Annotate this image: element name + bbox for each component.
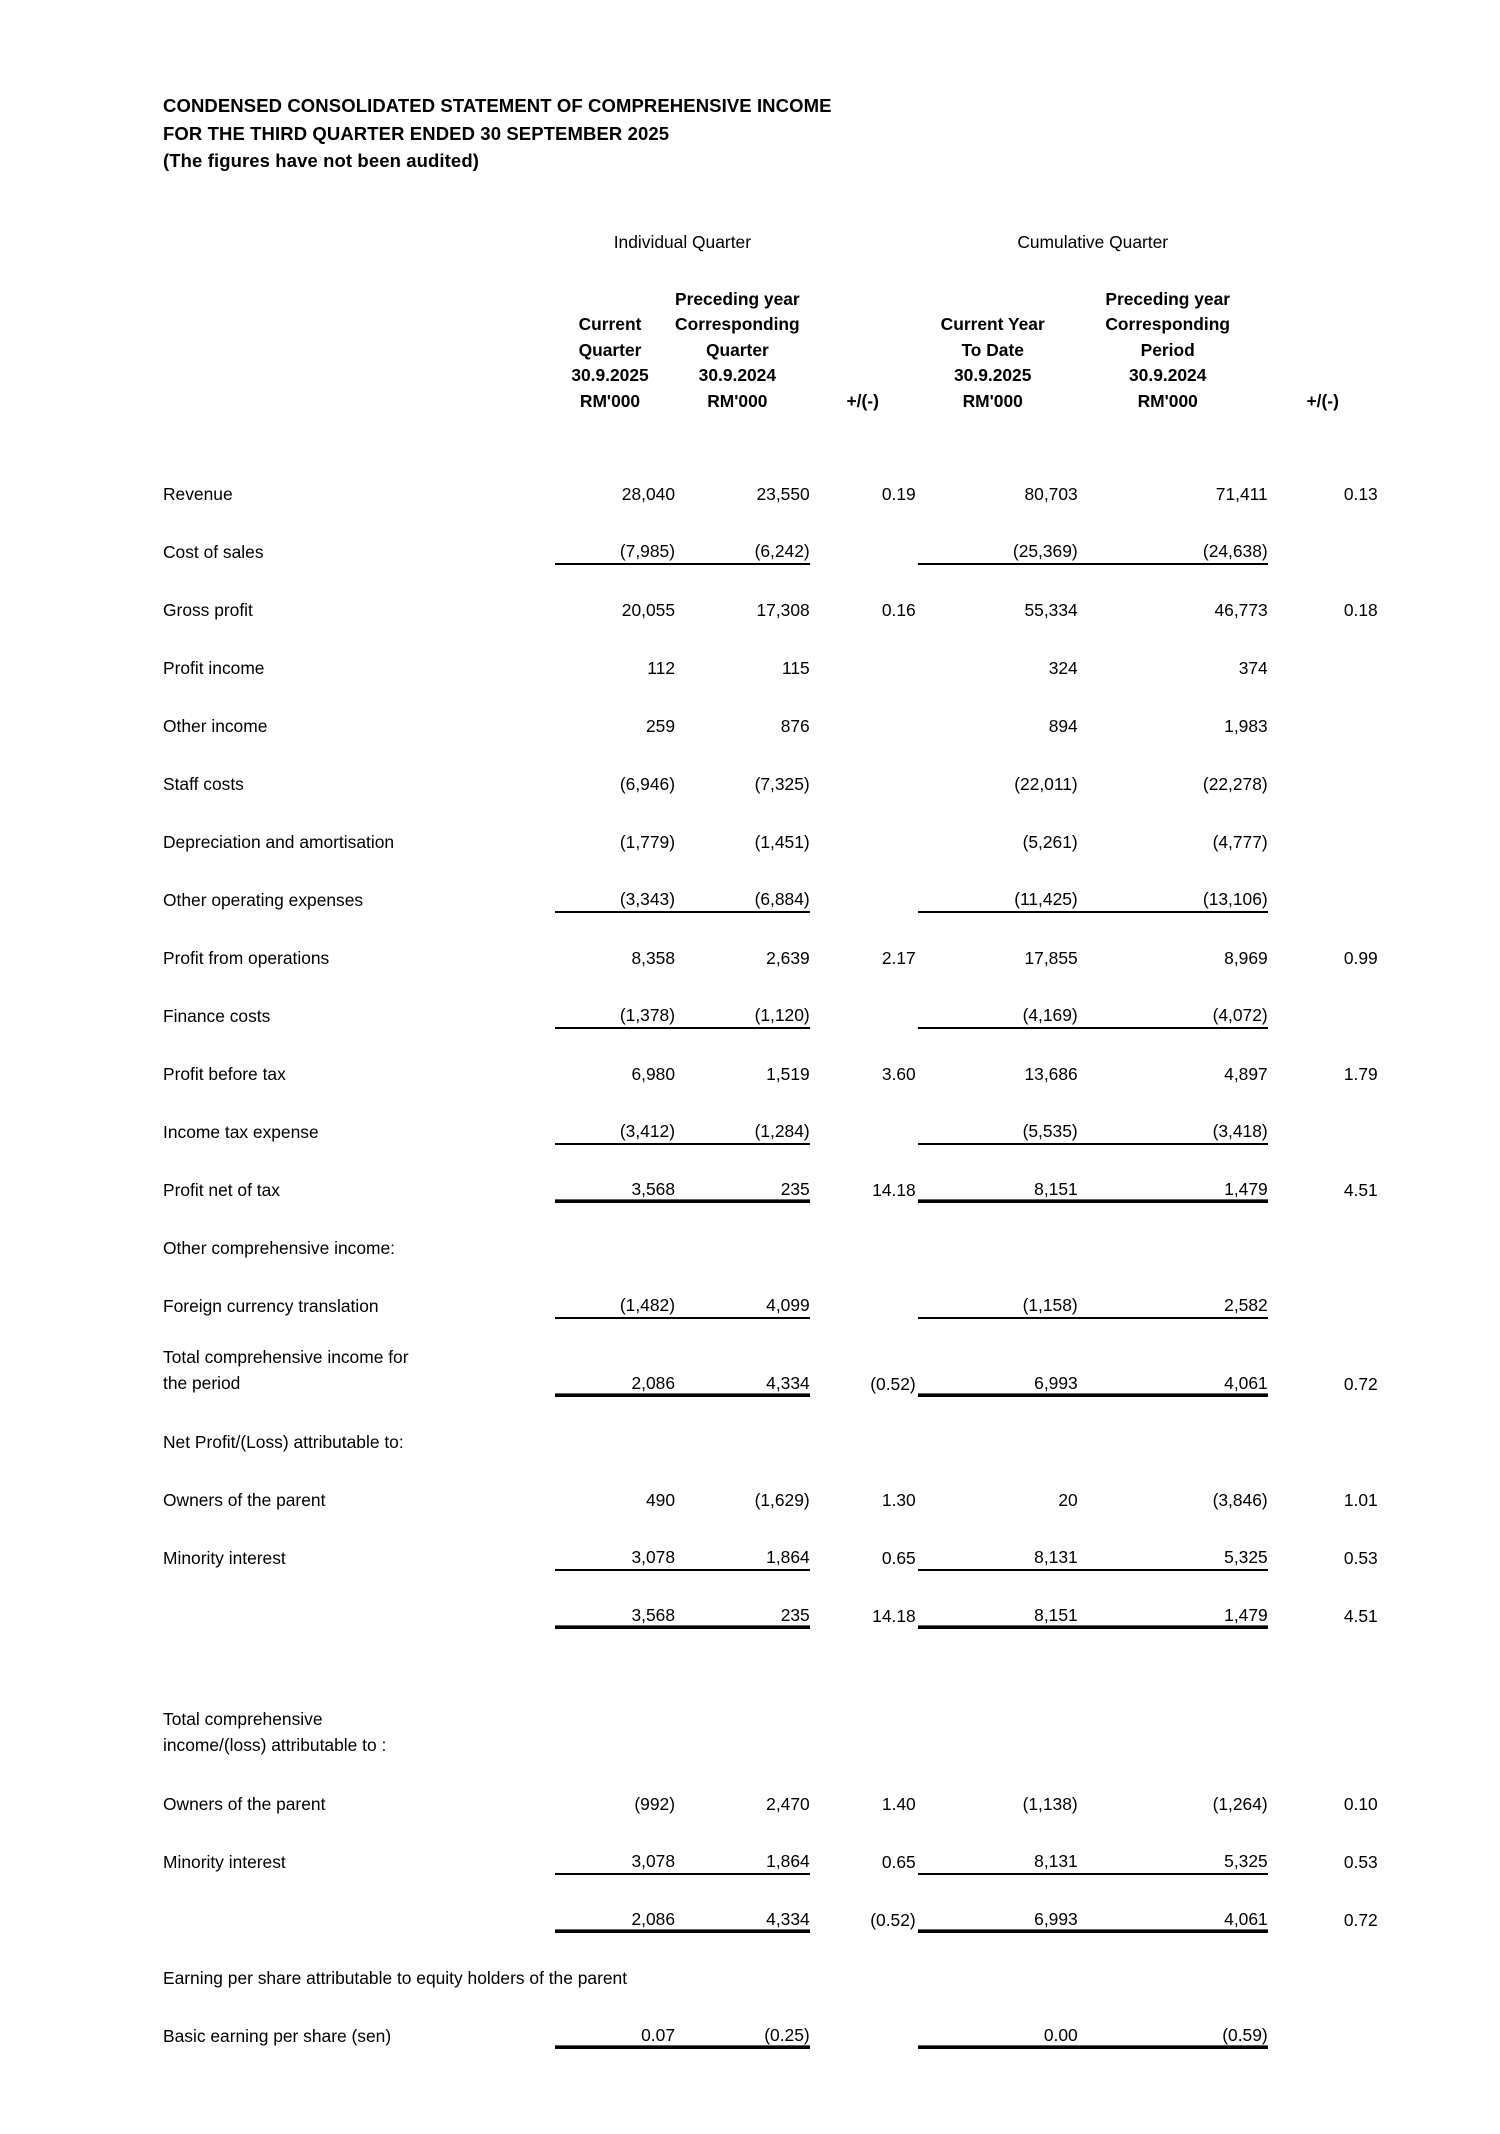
table-row-foreign-currency-translation	[163, 1260, 1380, 1318]
value-preceding-ytd: 2,582	[1224, 1295, 1268, 1315]
value-current-ytd: 0.00	[918, 1990, 1078, 2048]
value-current-ytd: 80,703	[1024, 484, 1078, 504]
header-line: 30.9.2024	[698, 365, 777, 385]
value-variance-individual	[810, 796, 918, 854]
value-current-quarter: 3,078	[631, 1547, 675, 1567]
value-current-ytd: 6,993	[918, 1318, 1078, 1396]
value-variance-individual: (0.52)	[870, 1910, 916, 1930]
value-preceding-quarter: (1,451)	[754, 832, 810, 852]
value-current-quarter: 0.07	[555, 1990, 675, 2048]
value-current-ytd: (1,138)	[1022, 1794, 1078, 1814]
header-bottom-spacer-row	[163, 414, 1380, 448]
value-preceding-quarter: (6,242)	[754, 541, 810, 561]
value-preceding-ytd: (3,846)	[1212, 1490, 1268, 1510]
value-current-ytd: (1,158)	[1022, 1295, 1078, 1315]
value-variance-cumulative	[1268, 796, 1380, 854]
value-preceding-quarter: 2,470	[766, 1794, 810, 1814]
value-current-quarter: (3,412)	[619, 1121, 675, 1141]
value-variance-cumulative: 0.13	[1343, 484, 1378, 504]
section-heading: Earning per share attributable to equity holders of the parent	[163, 1968, 628, 1988]
document-title-block	[163, 92, 1500, 175]
value-variance-individual: (0.52)	[870, 1374, 916, 1394]
value-variance-cumulative	[1268, 506, 1380, 564]
value-current-quarter: 2,086	[555, 1318, 675, 1396]
value-variance-cumulative: 1.79	[1343, 1064, 1378, 1084]
value-preceding-quarter: (1,120)	[754, 1005, 810, 1025]
header-line: Quarter	[705, 339, 769, 360]
value-preceding-ytd: 5,325	[1224, 1547, 1268, 1567]
value-preceding-quarter: 23,550	[756, 484, 810, 504]
column-header-current-quarter	[555, 287, 675, 415]
value-variance-cumulative: 0.18	[1343, 600, 1378, 620]
value-variance-individual	[810, 854, 918, 912]
table-row-net-profit-attributable-heading	[163, 1396, 1380, 1454]
table-row-total-comprehensive-attributable-heading	[163, 1680, 1380, 1758]
value-variance-individual	[810, 1260, 918, 1318]
value-preceding-ytd: 1,479	[1078, 1570, 1268, 1628]
empty-cell	[1268, 207, 1380, 253]
value-current-ytd: 8,151	[918, 1570, 1078, 1628]
value-current-ytd: 894	[1048, 716, 1078, 736]
value-preceding-ytd: 4,897	[1078, 1028, 1268, 1086]
value-variance-individual	[810, 970, 918, 1028]
table-row-profit-income	[163, 622, 1380, 680]
value-current-quarter: 3,568	[555, 1144, 675, 1202]
value-preceding-ytd: 1,983	[1224, 716, 1268, 736]
group-header-cumulative-quarter: Cumulative Quarter	[1017, 231, 1169, 252]
value-variance-individual: 0.16	[881, 600, 916, 620]
section-heading: Other comprehensive income:	[163, 1238, 395, 1258]
value-current-quarter: (1,779)	[619, 832, 675, 852]
title-line-2: FOR THE THIRD QUARTER ENDED 30 SEPTEMBER 2025	[163, 122, 670, 144]
value-current-ytd: (5,261)	[1022, 832, 1078, 852]
row-label: Minority interest	[163, 1548, 286, 1568]
value-variance-cumulative	[1268, 970, 1380, 1028]
value-current-quarter: 2,086	[555, 1874, 675, 1932]
section-heading-line-2: income/(loss) attributable to :	[163, 1735, 387, 1755]
value-current-ytd: (5,535)	[1022, 1121, 1078, 1141]
table-row-tci-minority-interest	[163, 1816, 1380, 1874]
value-variance-individual: 1.30	[881, 1490, 916, 1510]
row-label: Profit net of tax	[163, 1180, 280, 1200]
value-variance-cumulative: 0.99	[1343, 948, 1378, 968]
value-preceding-ytd: (1,264)	[1212, 1794, 1268, 1814]
table-row-finance-costs	[163, 970, 1380, 1028]
value-variance-individual: 14.18	[872, 1606, 916, 1626]
row-label: Revenue	[163, 484, 233, 504]
value-variance-cumulative: 1.01	[1343, 1490, 1378, 1510]
header-line: Corresponding	[675, 314, 800, 334]
value-preceding-quarter: 235	[675, 1144, 810, 1202]
value-current-quarter: 3,078	[631, 1851, 675, 1871]
value-current-ytd: (4,169)	[1022, 1005, 1078, 1025]
value-preceding-ytd: (4,777)	[1212, 832, 1268, 852]
value-variance-cumulative: 4.51	[1343, 1180, 1378, 1200]
value-variance-individual: 0.65	[881, 1548, 916, 1568]
value-preceding-ytd: 46,773	[1078, 564, 1268, 622]
table-row-profit-before-tax	[163, 1028, 1380, 1086]
value-preceding-quarter: (0.25)	[675, 1990, 810, 2048]
header-line: 30.9.2025	[571, 365, 649, 385]
table-row-profit-net-of-tax	[163, 1144, 1380, 1202]
header-line: RM'000	[707, 390, 768, 411]
column-header-current-year-to-date	[918, 287, 1078, 415]
value-preceding-ytd: (0.59)	[1078, 1990, 1268, 2048]
value-current-quarter: 20,055	[555, 564, 675, 622]
value-current-ytd: (11,425)	[1014, 889, 1078, 909]
value-current-ytd: 17,855	[918, 912, 1078, 970]
section-heading: Net Profit/(Loss) attributable to:	[163, 1432, 404, 1452]
value-preceding-quarter: (7,325)	[754, 774, 810, 794]
value-variance-individual: 0.19	[881, 484, 916, 504]
row-label: Other operating expenses	[163, 890, 364, 910]
row-label: Finance costs	[163, 1006, 271, 1026]
value-preceding-ytd: 8,969	[1078, 912, 1268, 970]
column-header-preceding-year-corresponding-period	[1078, 287, 1268, 415]
value-current-ytd: 8,131	[1034, 1547, 1078, 1567]
row-label	[163, 1318, 555, 1396]
value-preceding-quarter: 4,099	[766, 1295, 810, 1315]
value-current-ytd: 324	[1048, 658, 1078, 678]
value-current-quarter: (992)	[634, 1794, 675, 1814]
header-line: Preceding year	[1105, 288, 1231, 309]
header-line: Quarter	[578, 339, 642, 360]
value-preceding-ytd: (22,278)	[1202, 774, 1268, 794]
header-spacer-row	[163, 253, 1380, 287]
table-row-total-comprehensive-income	[163, 1318, 1380, 1396]
value-preceding-quarter: 2,639	[675, 912, 810, 970]
row-label: Income tax expense	[163, 1122, 319, 1142]
value-current-quarter: (3,343)	[619, 889, 675, 909]
column-header-variance-individual: +/(-)	[846, 390, 879, 411]
value-variance-individual: 0.65	[881, 1852, 916, 1872]
value-variance-cumulative	[1268, 1260, 1380, 1318]
value-preceding-quarter: 1,864	[766, 1547, 810, 1567]
row-label: Profit from operations	[163, 948, 330, 968]
header-line: Preceding year	[675, 288, 800, 309]
table-row-other-comprehensive-income-heading	[163, 1202, 1380, 1260]
value-variance-cumulative	[1268, 1990, 1380, 2048]
value-variance-individual: 1.40	[881, 1794, 916, 1814]
row-label: Cost of sales	[163, 542, 264, 562]
value-variance-individual	[810, 1990, 918, 2048]
header-line: RM'000	[962, 390, 1023, 411]
header-line: 30.9.2025	[954, 365, 1032, 385]
table-row-other-income	[163, 680, 1380, 738]
header-line: Current Year	[940, 314, 1045, 334]
table-row-depreciation-and-amortisation	[163, 796, 1380, 854]
value-preceding-ytd: (4,072)	[1212, 1005, 1268, 1025]
row-label	[163, 1874, 555, 1932]
value-variance-cumulative: 0.53	[1343, 1548, 1378, 1568]
value-variance-individual	[810, 680, 918, 738]
row-label	[163, 1570, 555, 1628]
value-variance-individual	[810, 1086, 918, 1144]
column-header-preceding-year-corresponding-quarter	[675, 287, 810, 415]
row-label-line-2: the period	[163, 1373, 241, 1393]
row-label: Minority interest	[163, 1852, 286, 1872]
value-current-ytd: 55,334	[918, 564, 1078, 622]
title-line-1: CONDENSED CONSOLIDATED STATEMENT OF COMPREHENSIVE INCOME	[163, 95, 832, 116]
value-current-quarter: 490	[645, 1490, 675, 1510]
value-variance-cumulative: 0.53	[1343, 1852, 1378, 1872]
row-label: Basic earning per share (sen)	[163, 2026, 392, 2046]
value-current-ytd: 8,151	[918, 1144, 1078, 1202]
row-label: Gross profit	[163, 600, 253, 620]
value-variance-cumulative	[1268, 738, 1380, 796]
section-heading	[163, 1680, 555, 1758]
value-preceding-quarter: 115	[781, 658, 810, 678]
value-preceding-quarter: (6,884)	[754, 889, 810, 909]
group-header-individual-quarter: Individual Quarter	[613, 231, 751, 252]
table-row-tci-total	[163, 1874, 1380, 1932]
row-label: Owners of the parent	[163, 1490, 326, 1510]
value-preceding-ytd: (13,106)	[1202, 889, 1268, 909]
value-preceding-ytd: 5,325	[1224, 1851, 1268, 1871]
table-row-other-operating-expenses	[163, 854, 1380, 912]
table-row-net-profit-total	[163, 1570, 1380, 1628]
header-line: Corresponding	[1105, 314, 1231, 334]
table-row-cost-of-sales	[163, 506, 1380, 564]
value-variance-individual	[810, 622, 918, 680]
row-label: Foreign currency translation	[163, 1296, 379, 1316]
table-row-basic-earning-per-share	[163, 1990, 1380, 2048]
table-row-profit-from-operations	[163, 912, 1380, 970]
row-label: Other income	[163, 716, 268, 736]
value-variance-individual: 2.17	[881, 948, 916, 968]
row-label: Profit before tax	[163, 1064, 286, 1084]
table-row-net-profit-owners-of-the-parent	[163, 1454, 1380, 1512]
value-variance-cumulative: 0.72	[1343, 1374, 1378, 1394]
comprehensive-income-table	[163, 207, 1380, 2050]
value-current-ytd: (25,369)	[1012, 541, 1078, 561]
title-line-3: (The figures have not been audited)	[163, 150, 479, 171]
value-current-quarter: 259	[645, 716, 675, 736]
empty-cell	[810, 207, 918, 253]
value-preceding-quarter: (1,629)	[754, 1490, 810, 1510]
table-row-gross-profit	[163, 564, 1380, 622]
value-variance-individual: 3.60	[881, 1064, 916, 1084]
value-current-ytd: 20	[1058, 1490, 1078, 1510]
value-current-quarter: 3,568	[555, 1570, 675, 1628]
table-row-income-tax-expense	[163, 1086, 1380, 1144]
value-current-quarter: (1,482)	[619, 1295, 675, 1315]
empty-cell	[163, 287, 555, 415]
table-row-revenue	[163, 448, 1380, 506]
value-variance-cumulative	[1268, 1086, 1380, 1144]
value-current-ytd: 13,686	[918, 1028, 1078, 1086]
value-current-ytd: (22,011)	[1014, 774, 1078, 794]
value-current-quarter: 8,358	[555, 912, 675, 970]
column-header-variance-cumulative: +/(-)	[1306, 390, 1339, 411]
row-label: Owners of the parent	[163, 1794, 326, 1814]
value-variance-cumulative	[1268, 854, 1380, 912]
table-row-eps-heading	[163, 1932, 1380, 1990]
value-variance-cumulative	[1268, 680, 1380, 738]
value-preceding-quarter: 17,308	[675, 564, 810, 622]
value-preceding-ytd: 1,479	[1078, 1144, 1268, 1202]
section-spacer-row	[163, 1628, 1380, 1680]
table-row-staff-costs	[163, 738, 1380, 796]
value-preceding-quarter: (1,284)	[754, 1121, 810, 1141]
value-current-quarter: 6,980	[555, 1028, 675, 1086]
value-preceding-quarter: 1,519	[675, 1028, 810, 1086]
value-current-ytd: 6,993	[918, 1874, 1078, 1932]
section-heading-line-1: Total comprehensive	[163, 1709, 323, 1729]
value-preceding-quarter: 876	[780, 716, 810, 736]
value-preceding-ytd: 374	[1238, 658, 1268, 678]
table-row-tci-owners-of-the-parent	[163, 1758, 1380, 1816]
row-label: Staff costs	[163, 774, 244, 794]
empty-cell	[163, 207, 555, 253]
value-preceding-quarter: 4,334	[675, 1874, 810, 1932]
value-current-quarter: (1,378)	[619, 1005, 675, 1025]
value-preceding-ytd: 4,061	[1078, 1318, 1268, 1396]
value-current-quarter: (7,985)	[619, 541, 675, 561]
value-current-quarter: (6,946)	[619, 774, 675, 794]
value-preceding-quarter: 1,864	[766, 1851, 810, 1871]
value-preceding-quarter: 235	[675, 1570, 810, 1628]
value-current-quarter: 112	[647, 658, 675, 678]
value-preceding-ytd: (3,418)	[1212, 1121, 1268, 1141]
row-label: Depreciation and amortisation	[163, 832, 395, 852]
table-row-net-profit-minority-interest	[163, 1512, 1380, 1570]
header-line: 30.9.2024	[1129, 365, 1207, 385]
value-current-quarter: 28,040	[621, 484, 675, 504]
value-variance-cumulative: 0.72	[1343, 1910, 1378, 1930]
value-variance-individual	[810, 506, 918, 564]
header-line: To Date	[961, 339, 1024, 360]
column-group-header-row	[163, 207, 1380, 253]
value-preceding-quarter: 4,334	[675, 1318, 810, 1396]
value-preceding-ytd: (24,638)	[1202, 541, 1268, 561]
row-label-line-1: Total comprehensive income for	[163, 1347, 409, 1367]
column-header-row	[163, 287, 1380, 415]
value-variance-cumulative	[1268, 622, 1380, 680]
value-preceding-ytd: 71,411	[1215, 484, 1268, 504]
header-line: Current	[578, 314, 642, 334]
header-line: Period	[1140, 339, 1195, 360]
header-line: RM'000	[579, 390, 641, 411]
value-variance-cumulative: 4.51	[1343, 1606, 1378, 1626]
header-line: RM'000	[1137, 390, 1198, 411]
value-preceding-ytd: 4,061	[1078, 1874, 1268, 1932]
value-variance-cumulative: 0.10	[1343, 1794, 1378, 1814]
value-variance-individual: 14.18	[872, 1180, 916, 1200]
value-variance-individual	[810, 738, 918, 796]
value-current-ytd: 8,131	[1034, 1851, 1078, 1871]
row-label: Profit income	[163, 658, 265, 678]
